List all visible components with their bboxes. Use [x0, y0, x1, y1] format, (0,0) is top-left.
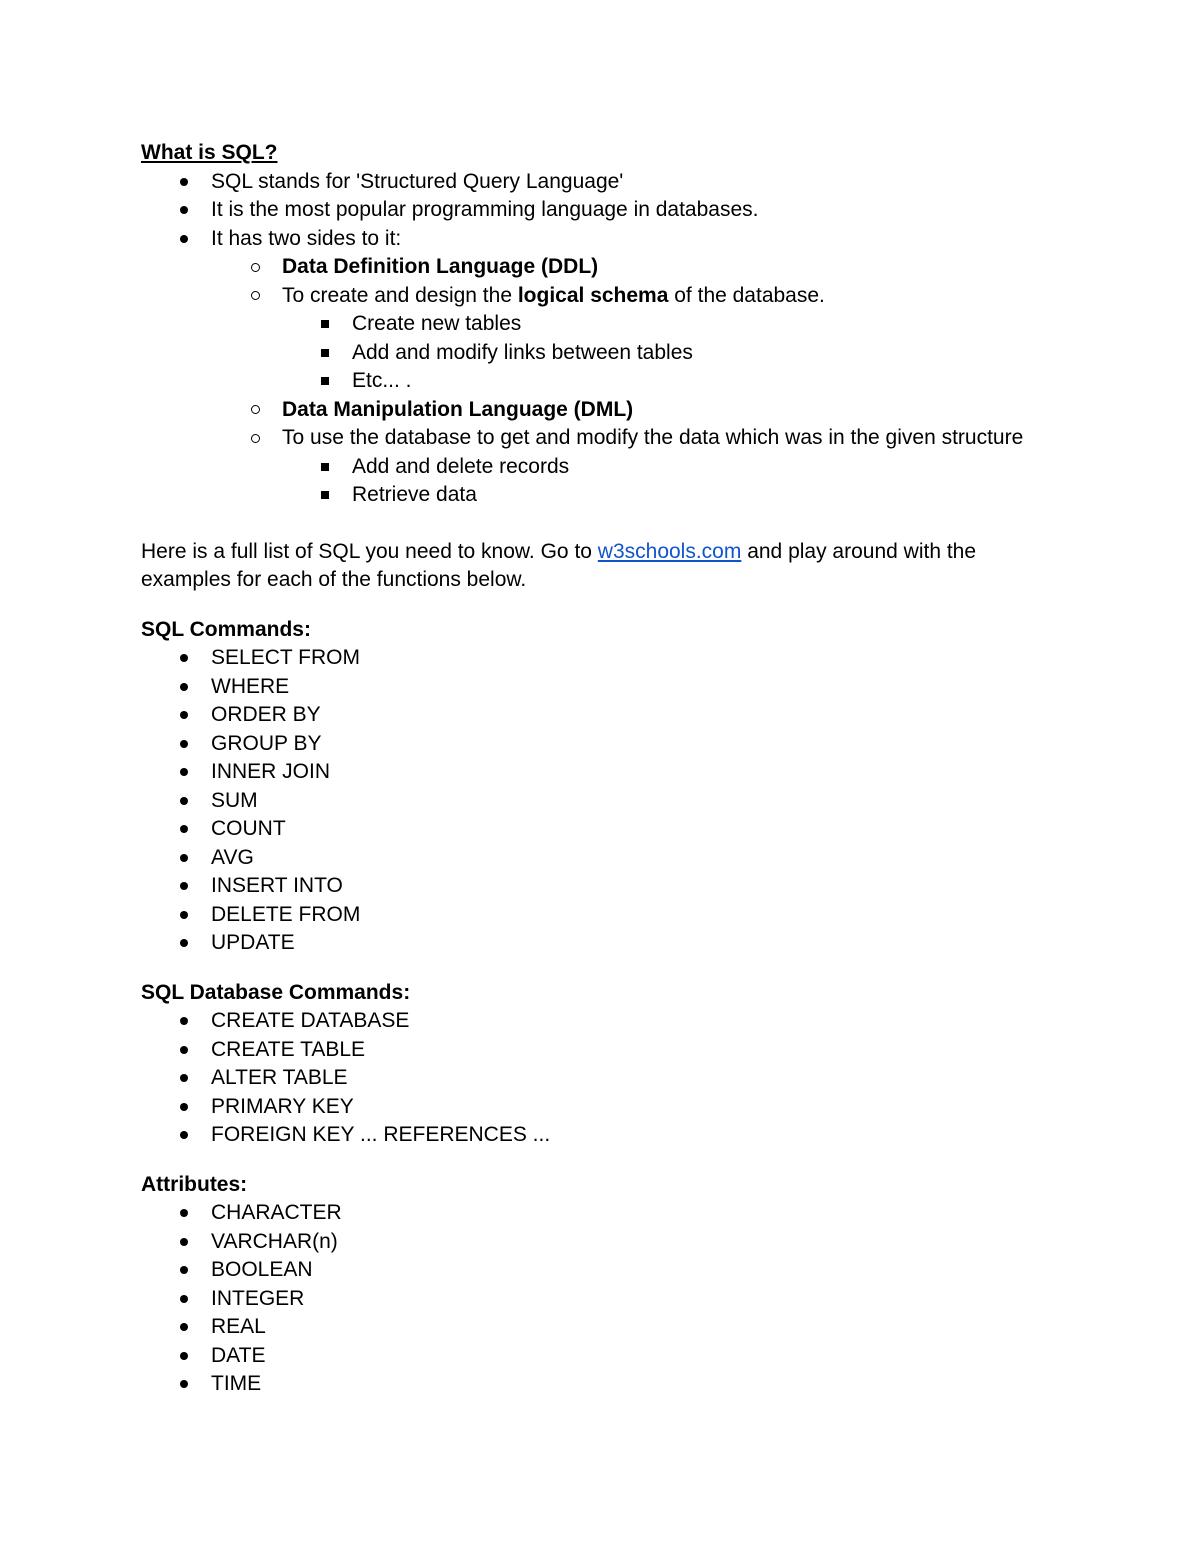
section-title-what-is-sql: What is SQL? [141, 141, 278, 164]
bullet-dot-icon [174, 815, 194, 844]
list-item-text: CREATE DATABASE [211, 1009, 410, 1032]
list-item [141, 1199, 1081, 1228]
list-item [141, 1342, 1081, 1371]
list-item [141, 481, 1081, 510]
list-item-text: DELETE FROM [211, 902, 361, 926]
list-item-text: SELECT FROM [211, 646, 360, 669]
bullet-square-icon [315, 481, 335, 510]
list-item-text: ORDER BY [211, 703, 321, 726]
list-item-text: INNER JOIN [211, 760, 331, 783]
list-item-text: DATE [211, 1343, 266, 1367]
list-item-text: REAL [211, 1315, 266, 1338]
list-item-text: SQL stands for 'Structured Query Language' [211, 169, 624, 193]
list-item [141, 1064, 1081, 1093]
bullet-dot-icon [174, 730, 194, 759]
list-item [141, 787, 1081, 816]
dml-label: Data Manipulation Language (DML) [282, 397, 634, 421]
bullet-dot-icon [174, 1256, 194, 1285]
bullet-dot-icon [174, 196, 194, 225]
bullet-square-icon [315, 367, 335, 396]
list-item [141, 1228, 1081, 1257]
list-item [141, 758, 1081, 787]
list-item [141, 872, 1081, 901]
list-item [141, 815, 1081, 844]
list-item [141, 644, 1081, 673]
bullet-square-icon [315, 310, 335, 339]
bullet-dot-icon [174, 225, 194, 254]
list-item-text: PRIMARY KEY [211, 1094, 354, 1118]
list-item-ddl-desc [141, 282, 1081, 311]
spacer [141, 595, 1081, 616]
bullet-dot-icon [174, 872, 194, 901]
list-item [141, 1121, 1081, 1150]
list-item [141, 310, 1081, 339]
section-title-sql-commands: SQL Commands: [141, 617, 311, 641]
list-item-text: Etc... . [352, 369, 412, 392]
bullet-dot-icon [174, 701, 194, 730]
bullet-dot-icon [174, 1228, 194, 1257]
section-title-attributes: Attributes: [141, 1172, 248, 1196]
bullet-square-icon [315, 453, 335, 482]
spacer [141, 1150, 1081, 1171]
section-title-db-commands: SQL Database Commands: [141, 980, 411, 1004]
bullet-dot-icon [174, 1342, 194, 1371]
sql-commands-list [141, 644, 1081, 958]
list-item [141, 1093, 1081, 1122]
list-item-dml-label [141, 396, 1081, 425]
bullet-dot-icon [174, 1093, 194, 1122]
list-item-text: COUNT [211, 817, 286, 840]
bullet-dot-icon [174, 1199, 194, 1228]
bullet-dot-icon [174, 787, 194, 816]
bullet-dot-icon [174, 1007, 194, 1036]
bullet-dot-icon [174, 1370, 194, 1399]
bullet-dot-icon [174, 758, 194, 787]
list-item [141, 901, 1081, 930]
list-item-text: Add and modify links between tables [352, 340, 693, 364]
list-item [141, 225, 1081, 254]
ddl-label: Data Definition Language (DDL) [282, 255, 599, 278]
db-commands-list [141, 1007, 1081, 1150]
bullet-dot-icon [174, 1121, 194, 1150]
bullet-circle-icon [245, 396, 265, 425]
list-item [141, 1036, 1081, 1065]
bullet-circle-icon [245, 424, 265, 453]
list-item-text: TIME [211, 1372, 262, 1395]
list-item-text: GROUP BY [211, 731, 322, 755]
list-item [141, 1313, 1081, 1342]
bullet-dot-icon [174, 1064, 194, 1093]
list-item-text: FOREIGN KEY ... REFERENCES ... [211, 1123, 551, 1146]
list-item [141, 673, 1081, 702]
list-item-text: WHERE [211, 674, 290, 698]
dml-description: To use the database to get and modify the data which was in the given structure [282, 426, 1024, 449]
bullet-dot-icon [174, 168, 194, 197]
spacer [141, 510, 1081, 538]
bullet-circle-icon [245, 282, 265, 311]
list-item-text: Add and delete records [352, 454, 570, 478]
list-item [141, 1256, 1081, 1285]
list-item [141, 1007, 1081, 1036]
list-item-text: ALTER TABLE [211, 1066, 348, 1089]
list-item-text: INSERT INTO [211, 874, 343, 897]
list-item-text: AVG [211, 845, 254, 869]
list-item-text: VARCHAR(n) [211, 1229, 338, 1253]
list-item [141, 453, 1081, 482]
list-item-ddl-label [141, 253, 1081, 282]
bullet-dot-icon [174, 929, 194, 958]
bullet-dot-icon [174, 1313, 194, 1342]
list-item-text: Retrieve data [352, 483, 477, 506]
list-item [141, 844, 1081, 873]
list-item [141, 339, 1081, 368]
w3schools-link[interactable]: w3schools.com [597, 539, 742, 563]
bullet-dot-icon [174, 901, 194, 930]
bullet-dot-icon [174, 1285, 194, 1314]
list-item-text: UPDATE [211, 931, 295, 954]
bullet-dot-icon [174, 844, 194, 873]
list-item-text: It is the most popular programming language in databases. [211, 198, 759, 221]
bullet-dot-icon [174, 673, 194, 702]
list-item-text: INTEGER [211, 1286, 305, 1310]
list-item-text: CREATE TABLE [211, 1037, 366, 1061]
list-item [141, 367, 1081, 396]
bullet-square-icon [315, 339, 335, 368]
list-item-text: CHARACTER [211, 1201, 342, 1224]
attributes-list [141, 1199, 1081, 1399]
bullet-dot-icon [174, 1036, 194, 1065]
list-item-text: BOOLEAN [211, 1258, 313, 1281]
ddl-description: To create and design the logical schema of the database. [282, 283, 825, 307]
list-item [141, 168, 1081, 197]
list-item [141, 196, 1081, 225]
list-item-text: Create new tables [352, 312, 522, 335]
bullet-dot-icon [174, 644, 194, 673]
list-item [141, 701, 1081, 730]
list-item [141, 1285, 1081, 1314]
spacer [141, 958, 1081, 979]
list-item [141, 730, 1081, 759]
list-item-text: SUM [211, 788, 258, 812]
document-page [141, 139, 1081, 1399]
list-item-dml-desc [141, 424, 1081, 453]
intro-paragraph: Here is a full list of SQL you need to know. Go to w3schools.com and play around with the examples for each of the functions below. [141, 539, 977, 591]
list-item [141, 929, 1081, 958]
list-item-text: It has two sides to it: [211, 226, 402, 250]
list-item [141, 1370, 1081, 1399]
bullet-circle-icon [245, 253, 265, 282]
